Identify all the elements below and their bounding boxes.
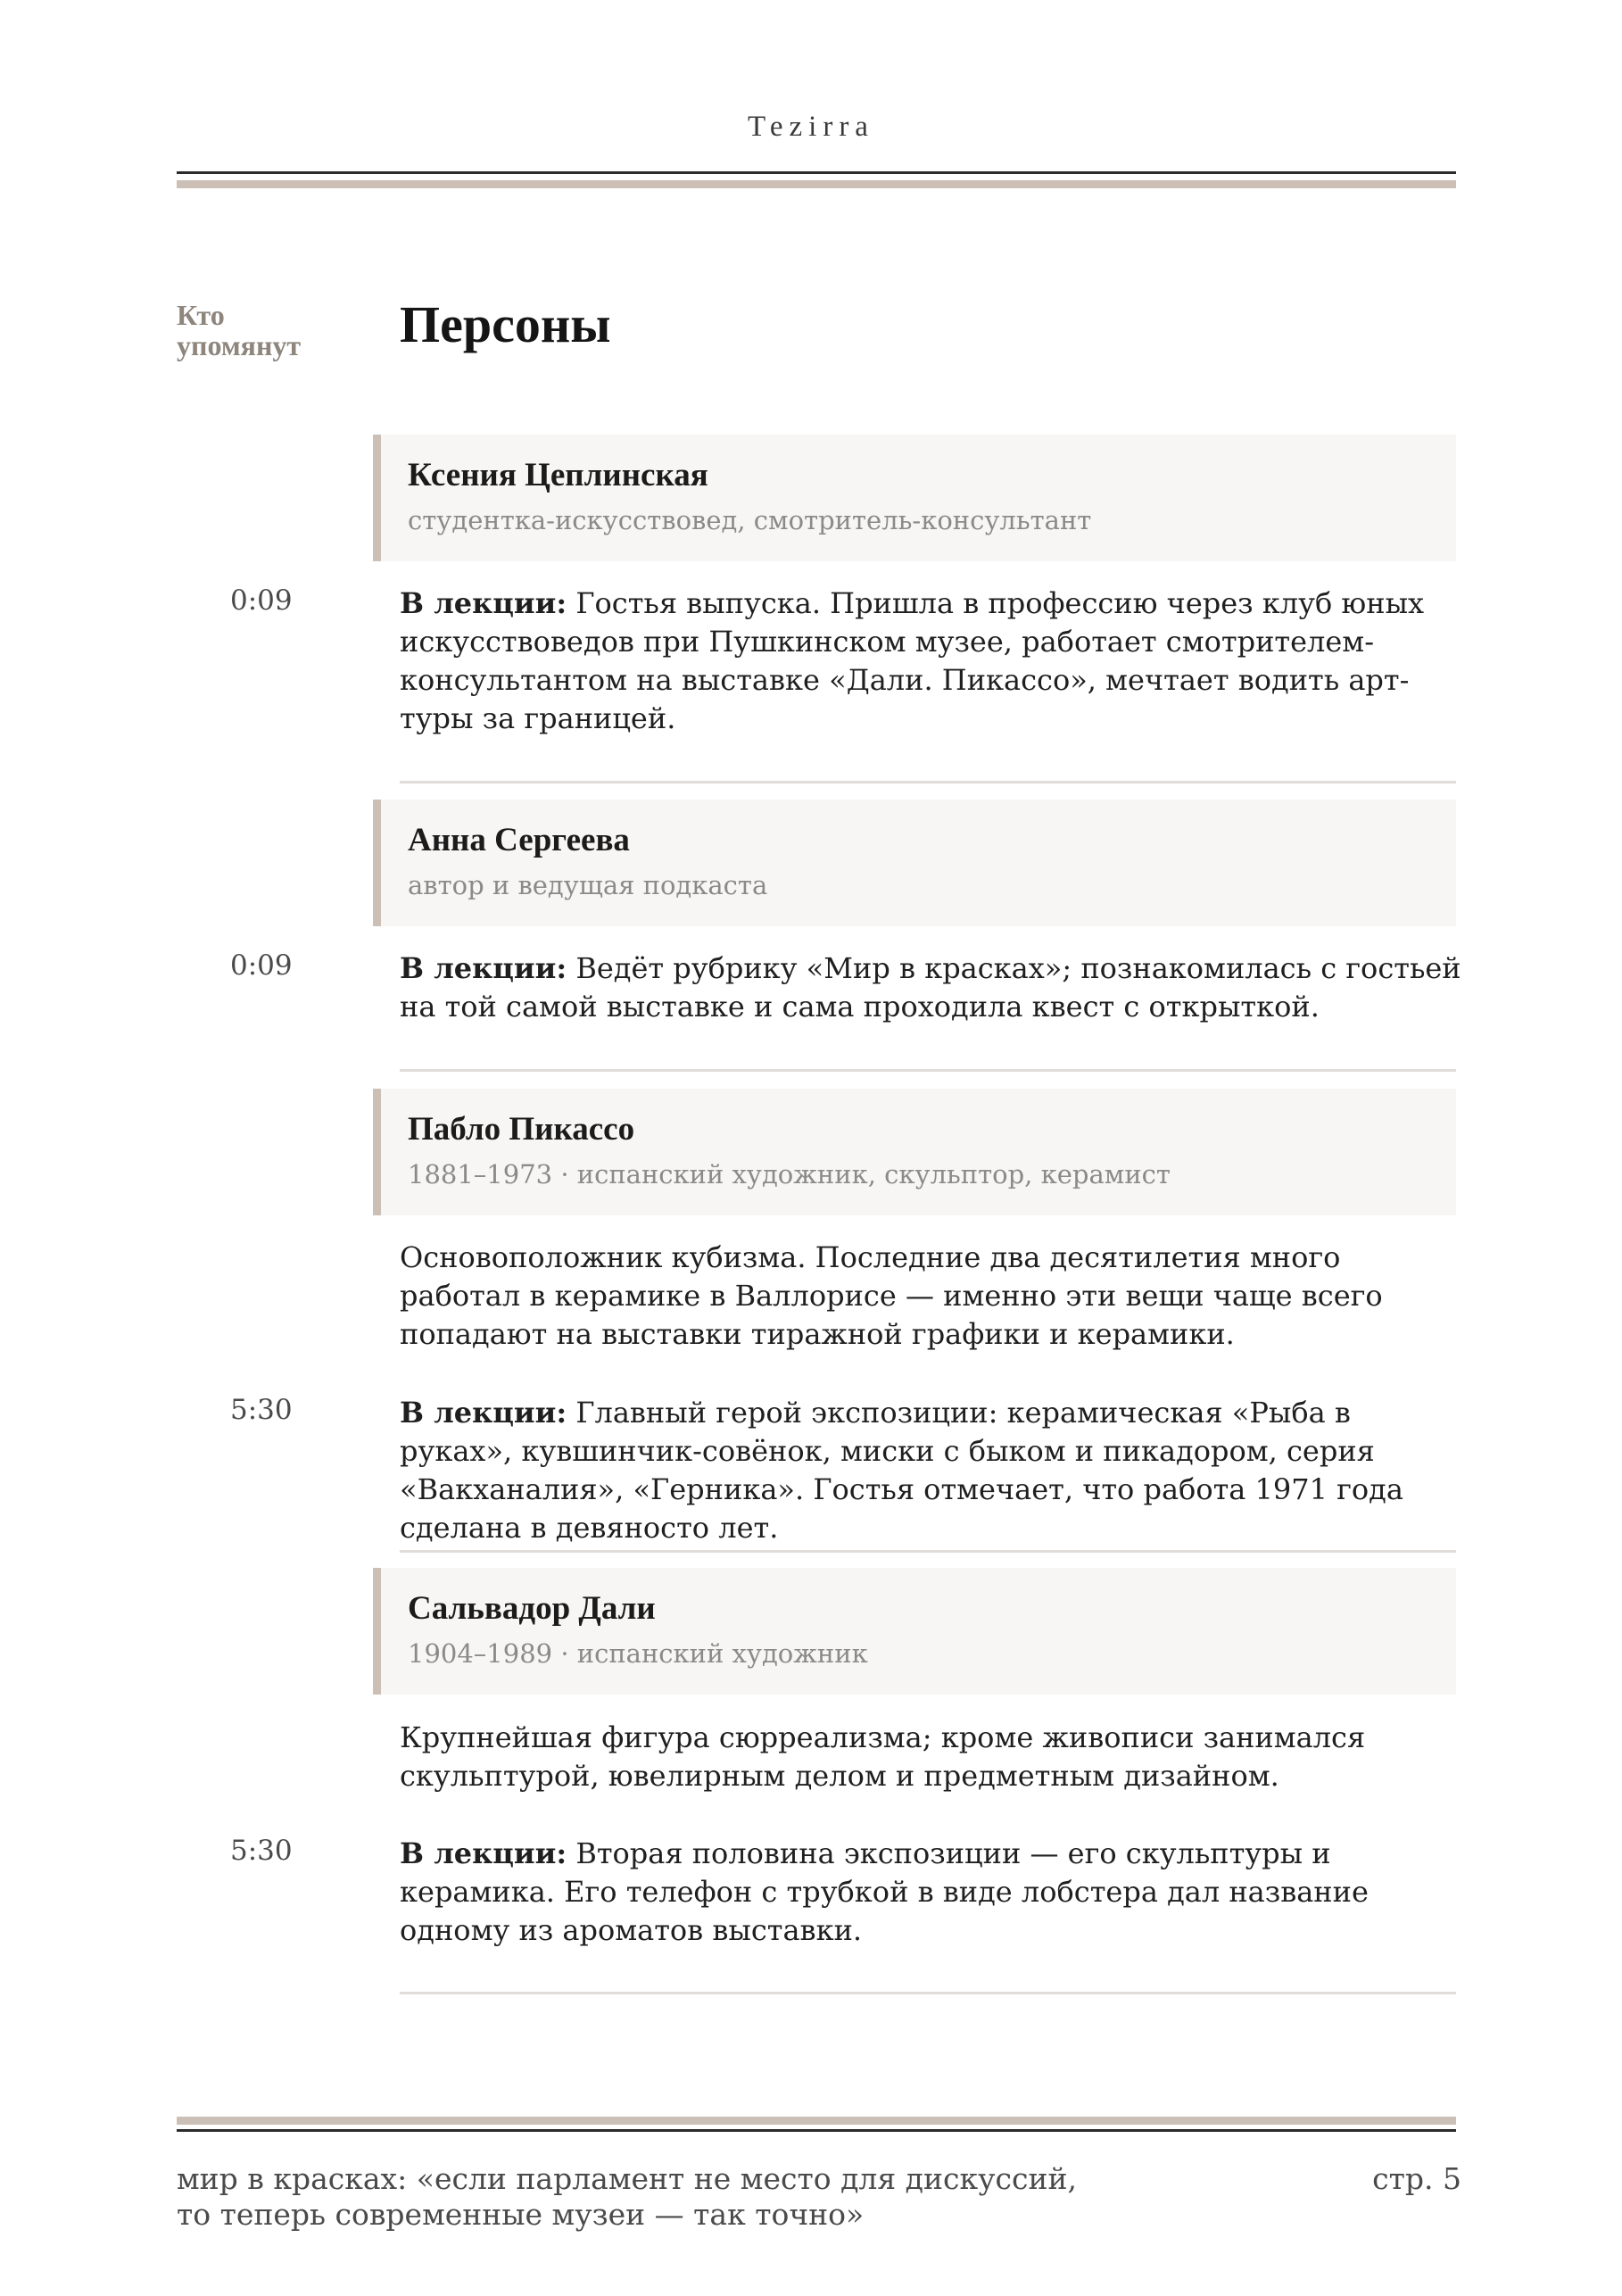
header-rule <box>177 171 1456 174</box>
side-label <box>177 300 301 361</box>
lecture-note <box>400 949 1461 1026</box>
person-name: Ксения Цеплинская <box>408 457 708 493</box>
lecture-note <box>400 1394 1461 1547</box>
header-rule-accent <box>177 180 1456 188</box>
header-title: Tezirra <box>748 111 874 143</box>
person-subtitle: студентка-искусствовед, смотритель-консультант <box>408 505 1092 535</box>
timestamp: 5:30 <box>230 1835 293 1867</box>
lecture-text: Вторая половина экспозиции — его скульптуры и керамика. Его телефон с трубкой в виде лобстера дал название одному из ароматов выставки. <box>400 1836 1369 1947</box>
person-subtitle: 1881–1973 · испанский художник, скульптор, керамист <box>408 1159 1171 1189</box>
person-card <box>373 435 1456 561</box>
lecture-text: Главный герой экспозиции: керамическая «Рыба в руках», кувшинчик-совёнок, миски с быком и пикадором, серия «Вакханалия», «Герника». Гостья отмечает, что работа 1971 года сделана в девяносто лет. <box>400 1396 1403 1545</box>
lecture-note <box>400 584 1461 738</box>
timestamp: 5:30 <box>230 1394 293 1426</box>
person-card <box>373 800 1456 926</box>
divider <box>400 1992 1456 1994</box>
lecture-label: В лекции: <box>400 1396 567 1430</box>
person-bio: Крупнейшая фигура сюрреализма; кроме живописи занимался скульптурой, ювелирным делом и предметным дизайном. <box>400 1720 1366 1793</box>
person-name: Анна Сергеева <box>408 822 630 858</box>
divider <box>400 781 1456 783</box>
lecture-label: В лекции: <box>400 951 567 985</box>
lecture-text: Гостья выпуска. Пришла в профессию через клуб юных искусствоведов при Пушкинском музее, работает смотрителем-консультантом на выставке «Дали. Пикассо», мечтает водить арт-туры за границей. <box>400 586 1425 735</box>
lecture-label: В лекции: <box>400 586 567 620</box>
page-number: стр. 5 <box>1372 2161 1461 2196</box>
person-card <box>373 1089 1456 1215</box>
footer-rule-accent <box>177 2117 1456 2125</box>
divider <box>400 1550 1456 1553</box>
side-label-line1: Кто <box>177 299 225 331</box>
person-subtitle: 1904–1989 · испанский художник <box>408 1638 868 1669</box>
footer-title-line2: то теперь современные музеи — так точно» <box>177 2197 865 2232</box>
page-title: Персоны <box>400 295 611 353</box>
person-name: Сальвадор Дали <box>408 1590 656 1627</box>
timestamp: 0:09 <box>230 584 293 617</box>
footer-rule <box>177 2129 1456 2132</box>
lecture-label: В лекции: <box>400 1836 567 1870</box>
person-bio: Основоположник кубизма. Последние два десятилетия много работал в керамике в Валлорисе — именно эти вещи чаще всего попадают на выставки тиражной графики и керамики. <box>400 1240 1383 1351</box>
person-card <box>373 1568 1456 1695</box>
divider <box>400 1069 1456 1072</box>
timestamp: 0:09 <box>230 949 293 982</box>
side-label-line2: упомянут <box>177 329 302 361</box>
footer-title <box>177 2161 1077 2233</box>
lecture-note <box>400 1835 1461 1950</box>
person-subtitle: автор и ведущая подкаста <box>408 870 768 900</box>
person-name: Пабло Пикассо <box>408 1111 635 1148</box>
footer-title-line1: мир в красках: «если парламент не место для дискуссий, <box>177 2161 1077 2196</box>
lecture-text: Ведёт рубрику «Мир в красках»; познакомилась с гостьей на той самой выставке и сама проходила квест с открыткой. <box>400 951 1461 1024</box>
